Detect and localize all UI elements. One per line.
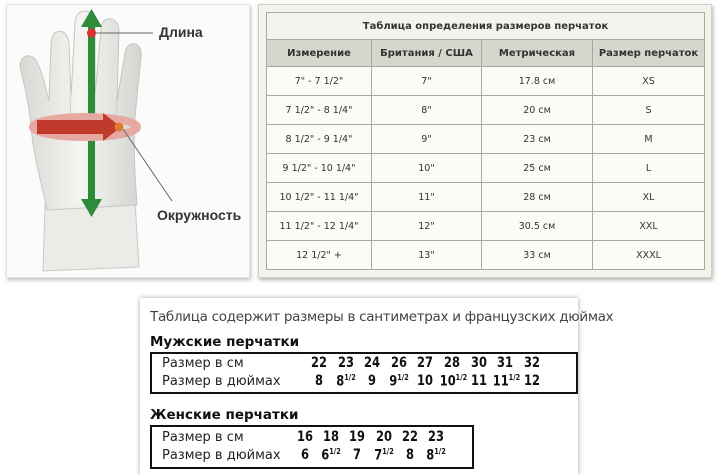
table-cell: XS [593, 67, 705, 96]
table-cell: XL [593, 183, 705, 212]
table-row [267, 241, 705, 270]
table-row [267, 154, 705, 183]
column-header: Размер перчаток [593, 40, 705, 67]
men-cm-value: 26 [390, 355, 407, 371]
women-cm-value: 20 [375, 429, 392, 445]
table-cell: 9" [372, 125, 482, 154]
table-cell: 8" [372, 96, 482, 125]
men-inch-label: Размер в дюймах [162, 374, 281, 389]
table-cell: 7" [372, 67, 482, 96]
table-cell: XXL [593, 212, 705, 241]
table-row [267, 183, 705, 212]
column-header: Метрическая [482, 40, 593, 67]
size-table-header-row [267, 40, 705, 67]
glove-hand-shape [20, 11, 141, 210]
women-inch-value: 6 [301, 447, 309, 463]
women-section-title: Женские перчатки [150, 407, 299, 423]
men-inch-value: $11^{1/2}$ [492, 373, 521, 390]
men-inch-value: $9^{1/2}$ [389, 373, 409, 390]
column-header: Измерение [267, 40, 372, 67]
men-cm-label: Размер в см [162, 356, 244, 371]
women-inch-value: 7 [353, 447, 362, 463]
table-cell: 12 1/2" + [267, 241, 372, 270]
size-table [266, 12, 705, 270]
table-cell: 33 см [482, 241, 593, 270]
table-cell: 10 1/2" - 11 1/4" [267, 183, 372, 212]
table-cell: M [593, 125, 705, 154]
women-cm-value: 18 [323, 429, 340, 445]
table-cell: 11" [372, 183, 482, 212]
women-cm-value: 16 [297, 429, 313, 445]
men-inch-value: 9 [368, 373, 377, 389]
men-cm-value: 31 [497, 355, 514, 371]
table-cell: 9 1/2" - 10 1/4" [267, 154, 372, 183]
glove-drawing [7, 5, 249, 277]
circumference-label: Окружность [157, 207, 242, 223]
men-inch-value: $10^{1/2}$ [439, 373, 468, 390]
table-cell: 8 1/2" - 9 1/4" [267, 125, 372, 154]
men-inch-value: 10 [417, 373, 434, 389]
table-cell: L [593, 154, 705, 183]
table-cell: 23 см [482, 125, 593, 154]
table-cell: XXXL [593, 241, 705, 270]
men-cm-value: 27 [417, 355, 434, 371]
women-inch-value: $6^{1/2}$ [321, 447, 341, 464]
circumference-marker-dot [115, 123, 124, 132]
table-row [267, 67, 705, 96]
table-cell: 7 1/2" - 8 1/4" [267, 96, 372, 125]
table-cell: 13" [372, 241, 482, 270]
table-cell: 28 см [482, 183, 593, 212]
men-inch-value: 8 [315, 373, 323, 389]
table-row [267, 212, 705, 241]
table-cell: 20 см [482, 96, 593, 125]
column-header: Британия / США [372, 40, 482, 67]
women-cm-value: 23 [428, 429, 444, 445]
men-section-title: Мужские перчатки [150, 334, 300, 350]
table-row [267, 125, 705, 154]
table-row [267, 96, 705, 125]
women-inch-value: $7^{1/2}$ [373, 447, 394, 464]
french-chart-caption: Таблица содержит размеры в сантиметрах и французских дюймах [150, 309, 614, 325]
men-cm-value: 28 [444, 355, 460, 371]
size-table-title: Таблица определения размеров перчаток [267, 13, 705, 40]
men-cm-value: 32 [523, 355, 540, 371]
table-cell: 12" [372, 212, 482, 241]
length-label: Длина [159, 24, 203, 40]
table-cell: 7" - 7 1/2" [267, 67, 372, 96]
men-cm-value: 24 [364, 355, 381, 371]
women-inch-label: Размер в дюймах [162, 448, 281, 463]
table-cell: S [593, 96, 705, 125]
women-cm-value: 19 [349, 429, 366, 445]
glove-illustration-panel [6, 4, 250, 278]
size-table-panel [258, 4, 712, 278]
table-cell: 11 1/2" - 12 1/4" [267, 212, 372, 241]
men-inch-value: 11 [470, 373, 487, 389]
women-inch-value: 8 [405, 447, 414, 463]
length-marker-dot [87, 29, 96, 38]
table-cell: 10" [372, 154, 482, 183]
women-cm-label: Размер в см [162, 430, 244, 445]
table-cell: 25 см [482, 154, 593, 183]
men-cm-value: 22 [311, 355, 327, 371]
women-cm-value: 22 [401, 429, 418, 445]
men-cm-value: 23 [337, 355, 354, 371]
french-size-chart [140, 298, 614, 475]
women-inch-value: $8^{1/2}$ [426, 447, 446, 464]
table-cell: 30.5 см [482, 212, 593, 241]
men-inch-value: $8^{1/2}$ [335, 373, 356, 390]
men-inch-value: 12 [523, 373, 540, 389]
table-cell: 17.8 см [482, 67, 593, 96]
men-cm-value: 30 [470, 355, 487, 371]
